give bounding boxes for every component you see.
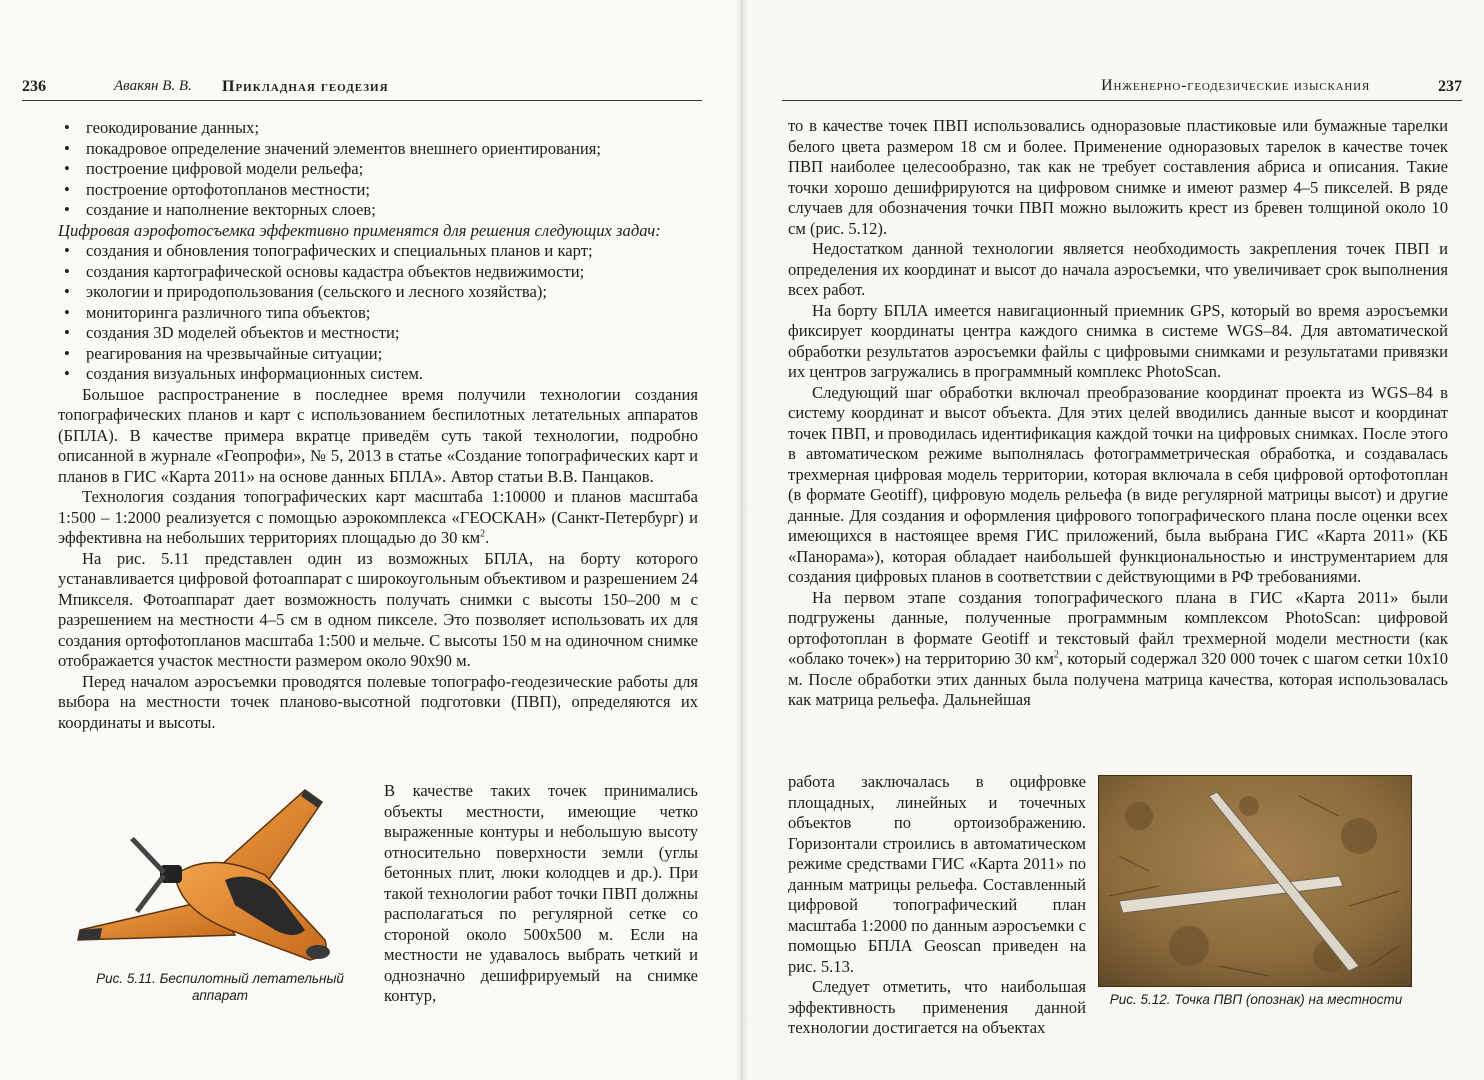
paragraph xyxy=(788,588,1448,711)
list-item: • создания картографической основы кадастра объектов недвижимости; xyxy=(58,262,698,283)
uav-illustration xyxy=(60,780,360,970)
log-cross-image xyxy=(1099,776,1411,986)
paragraph: Перед началом аэросъемки проводятся полевые топографо-геодезические работы для выбора на местности точек планово-высотной подготовки (ПВП), определяются их координаты и высоты. xyxy=(58,671,698,732)
paragraph-text: , который содержал 320 000 точек с шагом сетки 10х10 м. После обработки этих данных была получена матрица качества, которая использовалась как матрица рельефа. Дальнейшая xyxy=(788,649,1448,709)
paragraph: Следует отметить, что наибольшая эффективность применения данной технологии достигается на объектах xyxy=(788,977,1086,1037)
paragraph: то в качестве точек ПВП использовались одноразовые пластиковые или бумажные тарелки белого цвета размером 18 см и более. Применение одноразовых тарелок в качестве точек ПВП наиболее целесообразно, так как не требует составления абриса и описания. Такие точки хорошо дешифрируются на цифровом снимке и имеют размер 4–5 пикселей. В ряде случаев для обозначения точки ПВП можно выложить крест из бревен толщиной около 10 см (рис. 5.12). xyxy=(788,116,1448,238)
list-item: • экологии и природопользования (сельского и лесного хозяйства); xyxy=(58,282,698,303)
figure-uav xyxy=(60,780,370,1003)
paragraph: Следующий шаг обработки включал преобразование координат проекта из WGS–84 в систему координат и высот объекта. Для этих целей вводились данные высот и координат точек ПВП, и проводилась идентификация каждой точки на цифровых снимках. После этого в автоматическом режиме выполнялась фотограмметрическая обработка, и создавалась трехмерная цифровая модель территории, которая включала в себя цифровой ортофотоплан (в формате Geotiff), цифровую модель рельефа (в виде регулярной матрицы высот) и другие данные. Для создания и оформления цифрового топографического плана после оценки всех имеющихся в настоящее время ГИС приложений, была выбрана ГИС «Карта 2011» (КБ «Панорама»), которая обладает наибольшей функциональностью и инструментарием для создания цифровых планов в соответствии с действующими в РФ требованиями. xyxy=(788,382,1448,586)
paragraph: На борту БПЛА имеется навигационный приемник GPS, который во время аэросъемки фиксирует координаты центра каждого снимка в системе WGS–84. Для автоматической обработки результатов аэросъемки файлы с цифровыми снимками и результатами привязки их центров загружались в программный комплекс PhotoScan. xyxy=(788,300,1448,381)
left-running-header xyxy=(22,74,702,101)
paragraph xyxy=(58,487,698,549)
bullet-list-top xyxy=(58,118,698,221)
list-item: • построение ортофотопланов местности; xyxy=(58,180,698,201)
paragraph: Недостатком данной технологии является необходимость закрепления точек ПВП и определения их координат и высот до начала аэросъемки, что увеличивает срок выполнения всех работ. xyxy=(788,239,1448,299)
left-wrap-text: В качестве таких точек принимались объекты местности, имеющие четко выраженные контуры и небольшую высоту относительно поверхности земли (углы бетонных плит, люки колодцев и др.). При такой технологии работ точки ПВП должны располагаться по регулярной сетке со стороной около 500х500 м. Если на местности не удавалось выбрать четкий и однозначно дешифрируемый на снимке контур, xyxy=(384,781,698,1005)
paragraph-text: . xyxy=(485,528,490,547)
bullet-list-tasks xyxy=(58,241,698,385)
paragraph: Большое распространение в последнее время получили технологии создания топографических планов и карт с использованием беспилотных летательных аппаратов (БПЛА). В качестве примера вкратце приведём суть такой технологии, подробно описанной в журнале «Геопрофи», № 5, 2013 в статье «Создание топографических карт и планов в ГИС «Карта 2011» на основе данных БПЛА». Автор статьи В.В. Панцаков. xyxy=(58,384,698,486)
figure-caption-5-12: Рис. 5.12. Точка ПВП (опознак) на местности xyxy=(1109,992,1403,1007)
book-title: Прикладная геодезия xyxy=(222,78,389,95)
chapter-title: Инженерно-геодезические изыскания xyxy=(1101,77,1370,94)
right-wrap-text xyxy=(788,772,1086,1039)
paragraph-text: На первом этапе создания топографического плана в ГИС «Карта 2011» были подгружены данные, полученные программным комплексом PhotoScan: цифровой ортофотоплан в формате Geotiff и текстовый файл трехмерной модели местности (как «облако точек») на территорию 30 км xyxy=(788,587,1448,668)
right-text-block xyxy=(788,116,1448,711)
author-name: Авакян В. В. xyxy=(114,78,192,94)
superscript: 2 xyxy=(480,528,486,540)
list-item: • создания и обновления топографических и специальных планов и карт; xyxy=(58,241,698,262)
page-number-left: 236 xyxy=(22,78,46,95)
left-text-block xyxy=(58,118,698,733)
page-number-right: 237 xyxy=(1438,78,1462,95)
list-item: • покадровое определение значений элементов внешнего ориентирования; xyxy=(58,139,698,160)
list-item: • построение цифровой модели рельефа; xyxy=(58,159,698,180)
right-page xyxy=(742,0,1484,1080)
list-item: • мониторинга различного типа объектов; xyxy=(58,303,698,324)
figure-caption-5-11: Рис. 5.11. Беспилотный летательный аппарат xyxy=(96,971,344,1003)
paragraph: На рис. 5.11 представлен один из возможных БПЛА, на борту которого устанавливается цифровой фотоаппарат с широкоугольным объективом и разрешением 24 Мпикселя. Фотоаппарат дает возможность получать снимки с высоты 150–200 м с разрешением на местности 4–5 см в одном пикселе. Это позволяет использовать их для создания ортофотопланов масштаба 1:500 и мельче. С высоты 150 м на одиночном снимке отображается участок местности размером около 90х90 м. xyxy=(58,548,698,670)
list-item: • создания 3D моделей объектов и местности; xyxy=(58,323,698,344)
paragraph: работа заключалась в оцифровке площадных, линейных и точечных объектов по ортоизображению. Горизонтали строились в автоматическом режиме средствами ГИС «Карта 2011» по данным матрицы рельефа. Составленный цифровой топографический план масштаба 1:2000 по данным аэросъемки с помощью БПЛА Geoscan приведен на рис. 5.13. xyxy=(788,772,1086,976)
list-item: • создания визуальных информационных систем. xyxy=(58,364,698,385)
figure-log-cross xyxy=(1098,775,1412,1015)
italic-intro: Цифровая аэрофотосъемка эффективно применятся для решения следующих задач: xyxy=(58,220,661,240)
superscript: 2 xyxy=(1053,649,1059,661)
right-running-header xyxy=(782,74,1462,101)
paragraph-text: Технология создания топографических карт масштаба 1:10000 и планов масштаба 1:500 – 1:2000 реализуется с помощью аэрокомплекса «ГЕОСКАН» (Санкт-Петербург) и эффективна на небольших территориях площадью до 30 км xyxy=(58,487,698,547)
list-item: • реагирования на чрезвычайные ситуации; xyxy=(58,344,698,365)
list-item: • геокодирование данных; xyxy=(58,118,698,139)
list-item: • создание и наполнение векторных слоев; xyxy=(58,200,698,221)
photo-log-cross xyxy=(1098,775,1412,987)
book-gutter-shadow xyxy=(735,0,749,1080)
